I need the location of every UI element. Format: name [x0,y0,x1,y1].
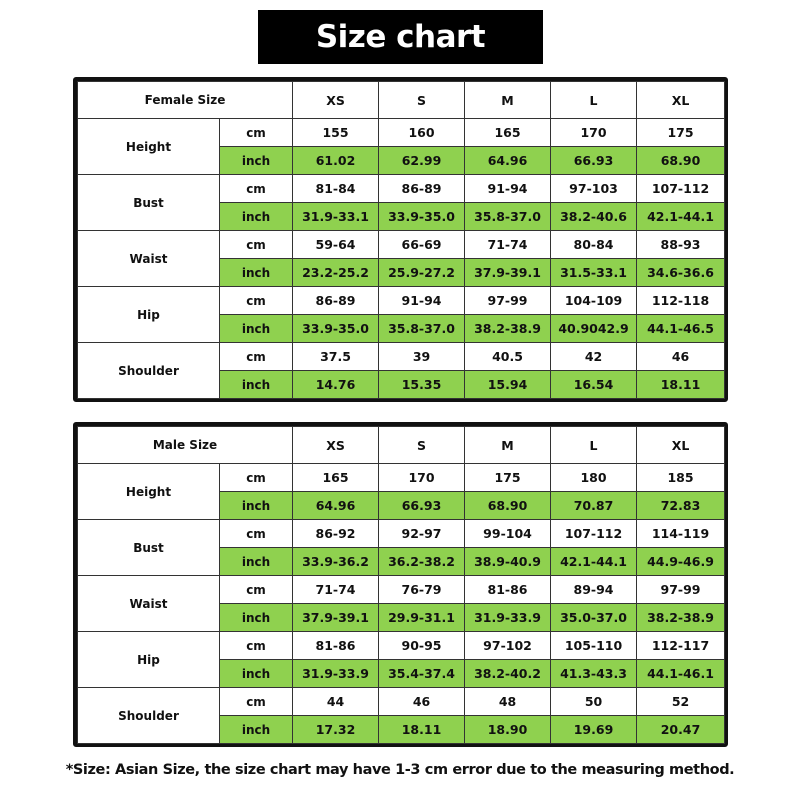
table-cell: 88-93 [637,231,725,259]
table-cell: 68.90 [465,492,551,520]
size-header-s: S [379,427,465,464]
unit-label-inch: inch [220,203,293,231]
table-cell: 104-109 [551,287,637,315]
male-size-header: Male Size [78,427,293,464]
table-cell: 42 [551,343,637,371]
table-row [78,688,725,716]
male-size-chart [73,422,728,747]
table-cell: 70.87 [551,492,637,520]
table-cell: 25.9-27.2 [379,259,465,287]
unit-label-inch: inch [220,315,293,343]
table-cell: 48 [465,688,551,716]
table-row [78,175,725,203]
unit-label-cm: cm [220,231,293,259]
table-cell: 34.6-36.6 [637,259,725,287]
unit-label-cm: cm [220,287,293,315]
table-cell: 42.1-44.1 [637,203,725,231]
table-cell: 175 [465,464,551,492]
unit-label-inch: inch [220,548,293,576]
male-size-table [77,426,725,744]
table-cell: 66-69 [379,231,465,259]
table-cell: 71-74 [465,231,551,259]
table-cell: 33.9-36.2 [293,548,379,576]
table-cell: 52 [637,688,725,716]
table-cell: 62.99 [379,147,465,175]
table-cell: 91-94 [465,175,551,203]
table-cell: 64.96 [293,492,379,520]
table-row [78,520,725,548]
table-cell: 90-95 [379,632,465,660]
size-header-s: S [379,82,465,119]
unit-label-inch: inch [220,660,293,688]
size-header-xs: XS [293,82,379,119]
table-cell: 40.9042.9 [551,315,637,343]
table-cell: 61.02 [293,147,379,175]
table-row [78,632,725,660]
table-cell: 66.93 [551,147,637,175]
measure-label-waist: Waist [78,576,220,632]
table-cell: 41.3-43.3 [551,660,637,688]
size-header-l: L [551,427,637,464]
unit-label-inch: inch [220,147,293,175]
table-cell: 97-99 [465,287,551,315]
table-cell: 81-86 [293,632,379,660]
table-cell: 33.9-35.0 [379,203,465,231]
table-cell: 165 [293,464,379,492]
table-cell: 105-110 [551,632,637,660]
table-cell: 81-86 [465,576,551,604]
table-cell: 175 [637,119,725,147]
table-cell: 35.4-37.4 [379,660,465,688]
female-size-chart [73,77,728,402]
table-cell: 16.54 [551,371,637,399]
unit-label-inch: inch [220,604,293,632]
measure-label-shoulder: Shoulder [78,343,220,399]
page-title: Size chart [258,10,543,64]
unit-label-inch: inch [220,492,293,520]
table-cell: 165 [465,119,551,147]
table-header-row [78,82,725,119]
table-cell: 19.69 [551,716,637,744]
table-cell: 37.5 [293,343,379,371]
table-cell: 31.9-33.1 [293,203,379,231]
measure-label-waist: Waist [78,231,220,287]
table-cell: 40.5 [465,343,551,371]
table-cell: 44 [293,688,379,716]
table-cell: 170 [379,464,465,492]
table-cell: 18.11 [637,371,725,399]
table-cell: 97-99 [637,576,725,604]
table-cell: 155 [293,119,379,147]
table-row [78,287,725,315]
table-cell: 97-103 [551,175,637,203]
table-cell: 35.0-37.0 [551,604,637,632]
table-cell: 33.9-35.0 [293,315,379,343]
size-header-xl: XL [637,82,725,119]
size-header-xs: XS [293,427,379,464]
measure-label-bust: Bust [78,175,220,231]
table-header-row [78,427,725,464]
table-cell: 99-104 [465,520,551,548]
table-cell: 46 [379,688,465,716]
table-cell: 38.2-38.9 [465,315,551,343]
unit-label-cm: cm [220,464,293,492]
size-header-m: M [465,427,551,464]
table-cell: 44.1-46.1 [637,660,725,688]
table-cell: 15.94 [465,371,551,399]
table-cell: 112-117 [637,632,725,660]
table-cell: 35.8-37.0 [379,315,465,343]
size-header-l: L [551,82,637,119]
table-cell: 20.47 [637,716,725,744]
table-cell: 81-84 [293,175,379,203]
table-cell: 112-118 [637,287,725,315]
table-cell: 160 [379,119,465,147]
measure-label-hip: Hip [78,287,220,343]
table-cell: 59-64 [293,231,379,259]
table-cell: 18.11 [379,716,465,744]
table-cell: 38.2-38.9 [637,604,725,632]
size-header-m: M [465,82,551,119]
table-cell: 64.96 [465,147,551,175]
unit-label-cm: cm [220,576,293,604]
table-cell: 97-102 [465,632,551,660]
table-cell: 37.9-39.1 [465,259,551,287]
table-cell: 14.76 [293,371,379,399]
table-cell: 46 [637,343,725,371]
table-cell: 86-92 [293,520,379,548]
unit-label-inch: inch [220,259,293,287]
table-cell: 114-119 [637,520,725,548]
unit-label-cm: cm [220,343,293,371]
table-row [78,119,725,147]
table-row [78,231,725,259]
measure-label-hip: Hip [78,632,220,688]
table-cell: 80-84 [551,231,637,259]
table-cell: 44.1-46.5 [637,315,725,343]
table-cell: 37.9-39.1 [293,604,379,632]
measure-label-shoulder: Shoulder [78,688,220,744]
table-cell: 92-97 [379,520,465,548]
unit-label-cm: cm [220,119,293,147]
table-cell: 71-74 [293,576,379,604]
table-cell: 86-89 [293,287,379,315]
table-cell: 38.2-40.6 [551,203,637,231]
table-row [78,464,725,492]
size-note: *Size: Asian Size, the size chart may have 1-3 cm error due to the measuring method. [65,762,735,778]
unit-label-cm: cm [220,632,293,660]
table-cell: 185 [637,464,725,492]
table-cell: 23.2-25.2 [293,259,379,287]
measure-label-height: Height [78,464,220,520]
table-cell: 29.9-31.1 [379,604,465,632]
table-cell: 36.2-38.2 [379,548,465,576]
table-cell: 15.35 [379,371,465,399]
table-cell: 180 [551,464,637,492]
table-cell: 50 [551,688,637,716]
table-cell: 107-112 [551,520,637,548]
table-cell: 72.83 [637,492,725,520]
table-cell: 31.5-33.1 [551,259,637,287]
measure-label-bust: Bust [78,520,220,576]
unit-label-cm: cm [220,688,293,716]
size-header-xl: XL [637,427,725,464]
table-cell: 31.9-33.9 [465,604,551,632]
table-row [78,343,725,371]
table-cell: 39 [379,343,465,371]
female-size-header: Female Size [78,82,293,119]
table-cell: 17.32 [293,716,379,744]
table-cell: 86-89 [379,175,465,203]
table-cell: 107-112 [637,175,725,203]
table-cell: 66.93 [379,492,465,520]
table-cell: 35.8-37.0 [465,203,551,231]
table-cell: 170 [551,119,637,147]
table-cell: 44.9-46.9 [637,548,725,576]
table-cell: 68.90 [637,147,725,175]
female-size-table [77,81,725,399]
table-cell: 38.9-40.9 [465,548,551,576]
unit-label-inch: inch [220,716,293,744]
unit-label-inch: inch [220,371,293,399]
measure-label-height: Height [78,119,220,175]
unit-label-cm: cm [220,520,293,548]
unit-label-cm: cm [220,175,293,203]
table-cell: 89-94 [551,576,637,604]
table-cell: 42.1-44.1 [551,548,637,576]
table-cell: 38.2-40.2 [465,660,551,688]
table-cell: 76-79 [379,576,465,604]
table-cell: 31.9-33.9 [293,660,379,688]
table-cell: 18.90 [465,716,551,744]
table-row [78,576,725,604]
table-cell: 91-94 [379,287,465,315]
